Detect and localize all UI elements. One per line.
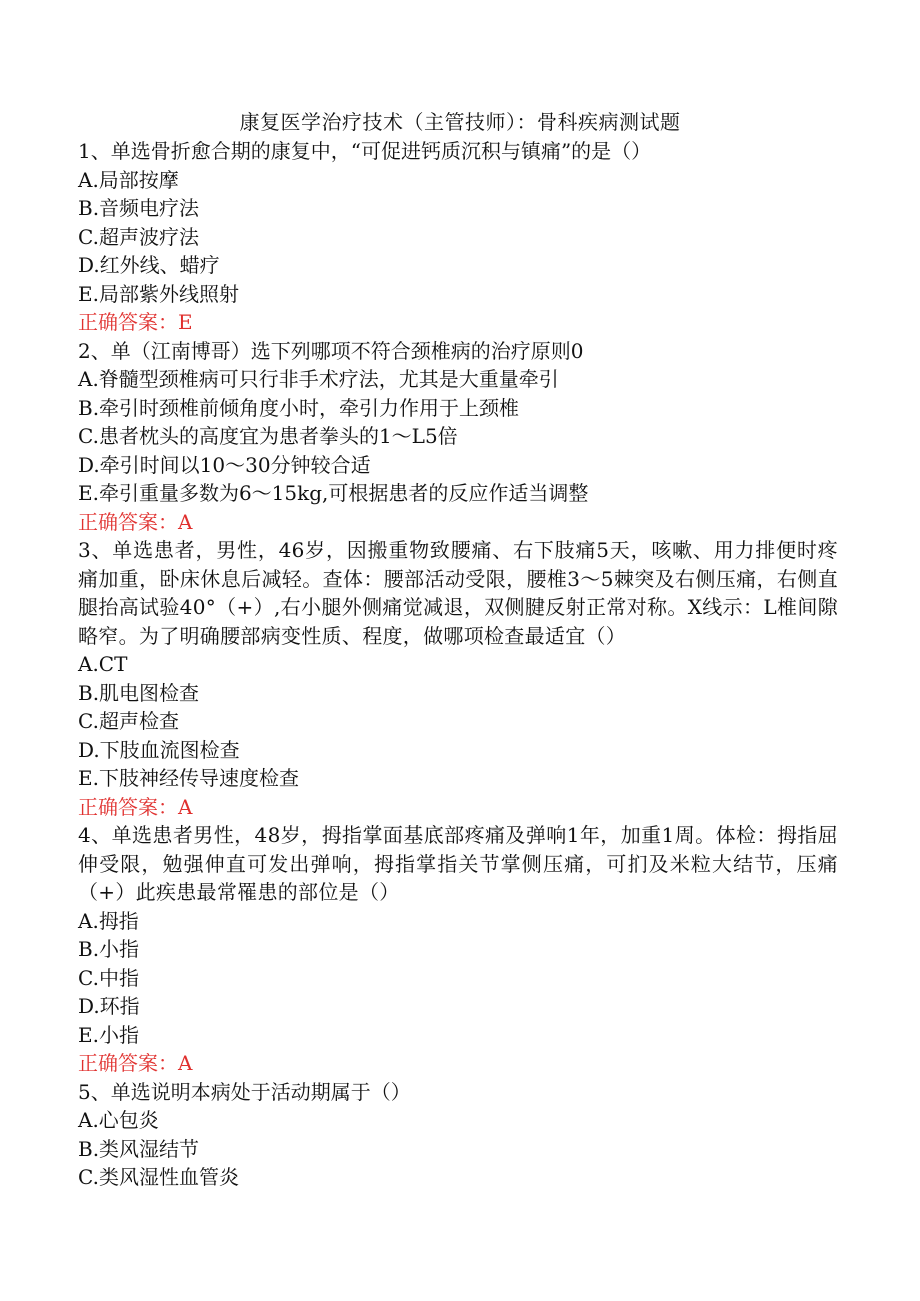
option-a: A.CT xyxy=(78,652,128,676)
question-block xyxy=(78,337,838,537)
option-c: C.类风湿性血管炎 xyxy=(78,1165,239,1189)
question-text: 4、单选患者男性，48岁，拇指掌面基底部疼痛及弹响1年，加重1周。体检：拇指屈伸受限，勉强伸直可发出弹响，拇指掌指关节掌侧压痛，可扪及米粒大结节，压痛（+）此疾患最常罹患的部位是（） xyxy=(78,823,838,904)
option-c: C.中指 xyxy=(78,965,139,990)
correct-answer: 正确答案：A xyxy=(78,794,193,819)
question-block xyxy=(78,137,838,337)
question-text: 2、单（江南博哥）选下列哪项不符合颈椎病的治疗原则0 xyxy=(78,338,584,363)
question-list xyxy=(78,137,838,1192)
option-c: C.患者枕头的高度宜为患者拳头的1～L5倍 xyxy=(78,424,458,448)
question-block xyxy=(78,821,838,1078)
correct-answer: 正确答案：A xyxy=(78,1051,193,1075)
option-b: B.小指 xyxy=(78,937,140,961)
question-block xyxy=(78,1078,838,1192)
option-d: D.红外线、蜡疗 xyxy=(78,253,220,277)
option-b: B.肌电图检查 xyxy=(78,680,200,705)
option-c: C.超声波疗法 xyxy=(78,224,199,249)
option-b: B.类风湿结节 xyxy=(78,1136,200,1161)
option-d: D.牵引时间以10～30分钟较合适 xyxy=(78,452,371,477)
option-b: B.牵引时颈椎前倾角度小时，牵引力作用于上颈椎 xyxy=(78,395,520,420)
option-e: E.牵引重量多数为6～15kg,可根据患者的反应作适当调整 xyxy=(78,481,589,505)
option-d: D.下肢血流图检查 xyxy=(78,737,240,762)
option-a: A.心包炎 xyxy=(78,1108,159,1132)
option-b: B.音频电疗法 xyxy=(78,196,200,220)
option-a: A.脊髓型颈椎病可只行非手术疗法，尤其是大重量牵引 xyxy=(78,367,559,391)
document-title: 康复医学治疗技术（主管技师）：骨科疾病测试题 xyxy=(239,110,681,134)
option-e: E.下肢神经传导速度检查 xyxy=(78,766,299,790)
option-e: E.小指 xyxy=(78,1022,139,1047)
option-e: E.局部紫外线照射 xyxy=(78,281,239,306)
option-d: D.环指 xyxy=(78,994,140,1018)
option-a: A.拇指 xyxy=(78,908,139,933)
question-text: 5、单选说明本病处于活动期属于（） xyxy=(78,1079,411,1104)
correct-answer: 正确答案：A xyxy=(78,509,193,534)
option-a: A.局部按摩 xyxy=(78,167,179,192)
option-c: C.超声检查 xyxy=(78,709,179,733)
question-text: 3、单选患者，男性，46岁，因搬重物致腰痛、右下肢痛5天，咳嗽、用力排便时疼痛加重，卧床休息后减轻。查体：腰部活动受限，腰椎3～5棘突及右侧压痛，右侧直腿抬高试验40°（+）,右小腿外侧痛觉减退，双侧腱反射正常对称。X线示：L椎间隙略窄。为了明确腰部病变性质、程度，做哪项检查最适宜（） xyxy=(78,538,838,648)
question-text: 1、单选骨折愈合期的康复中，“可促进钙质沉积与镇痛”的是（） xyxy=(78,139,652,163)
correct-answer: 正确答案：E xyxy=(78,310,193,334)
question-block xyxy=(78,536,838,821)
